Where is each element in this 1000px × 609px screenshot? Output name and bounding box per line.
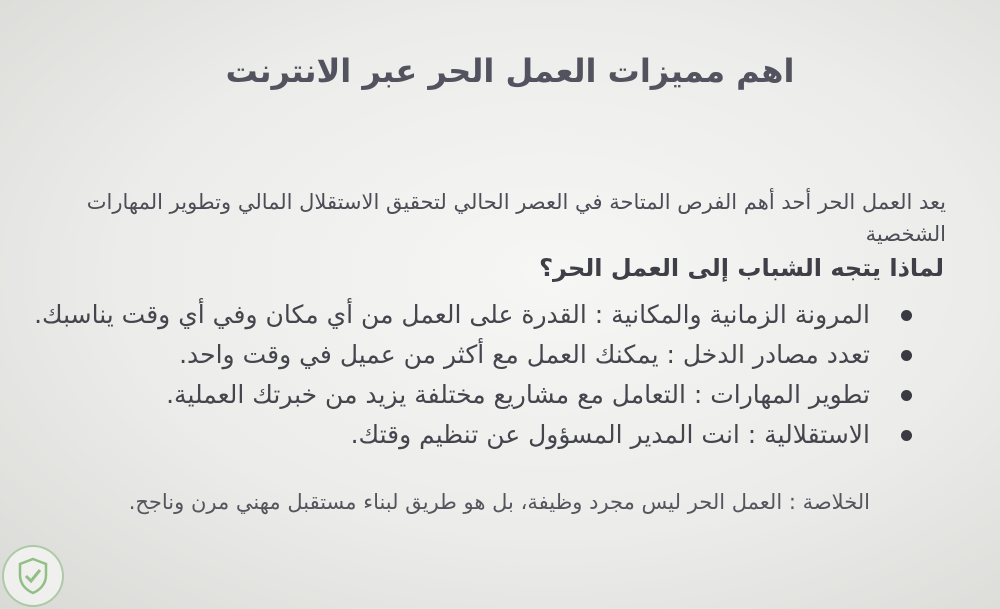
benefits-list	[32, 295, 912, 455]
slide-title: اهم مميزات العمل الحر عبر الانترنت	[225, 52, 795, 90]
bullet-icon	[901, 310, 912, 321]
bullet-icon	[901, 350, 912, 361]
list-item	[32, 415, 912, 455]
list-item	[32, 375, 912, 415]
bullet-icon	[901, 390, 912, 401]
intro-paragraph: يعد العمل الحر أحد أهم الفرص المتاحة في العصر الحالي لتحقيق الاستقلال المالي وتطوير المهارات الشخصية	[86, 190, 946, 246]
section-heading: لماذا يتجه الشباب إلى العمل الحر؟	[539, 254, 944, 282]
list-item-text: الاستقلالية : انت المدير المسؤول عن تنظيم وقتك.	[350, 420, 870, 449]
watermark-logo-icon	[2, 545, 64, 607]
summary-text: الخلاصة : العمل الحر ليس مجرد وظيفة، بل هو طريق لبناء مستقبل مهني مرن وناجح.	[128, 490, 870, 514]
list-item	[32, 335, 912, 375]
list-item-text: تعدد مصادر الدخل : يمكنك العمل مع أكثر من عميل في وقت واحد.	[179, 340, 870, 369]
bullet-icon	[901, 430, 912, 441]
list-item	[32, 295, 912, 335]
list-item-text: المرونة الزمانية والمكانية : القدرة على العمل من أي مكان وفي أي وقت يناسبك.	[34, 300, 870, 329]
list-item-text: تطوير المهارات : التعامل مع مشاريع مختلفة يزيد من خبرتك العملية.	[166, 380, 870, 409]
